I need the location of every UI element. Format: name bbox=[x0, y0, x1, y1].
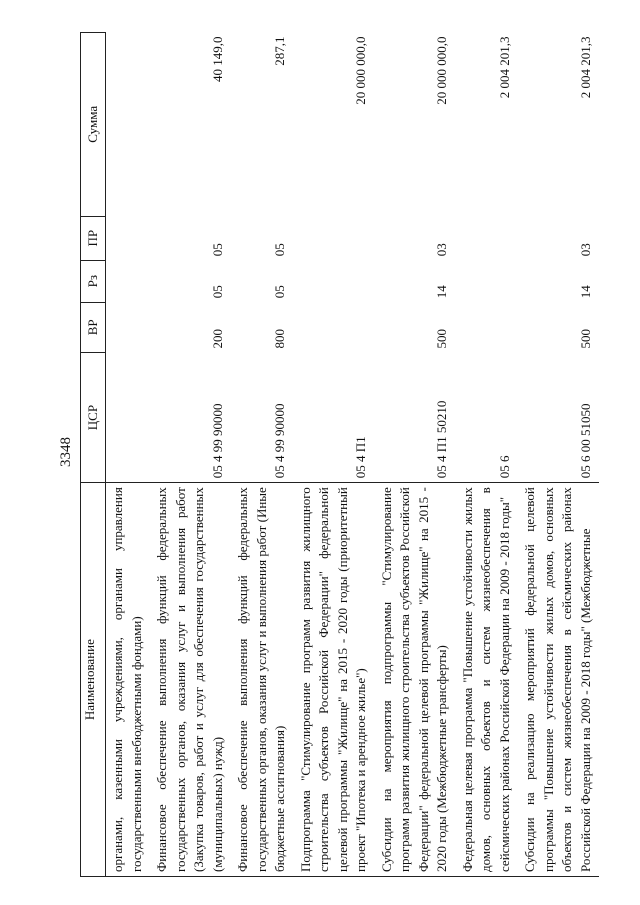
row-csr: 05 6 bbox=[496, 455, 512, 479]
table-row bbox=[231, 33, 294, 877]
header-sum: Сумма bbox=[81, 33, 106, 217]
row-sum: 20 000 000,0 bbox=[434, 36, 449, 105]
row-vr bbox=[106, 302, 151, 352]
row-name: органами, казенными учреждениями, органами управления государственными внебюджетными фондами) bbox=[106, 483, 151, 877]
row-sum: 20 000 000,0 bbox=[353, 36, 368, 105]
row-pr: 03 bbox=[434, 243, 449, 257]
header-rz: Рз bbox=[81, 260, 106, 302]
row-csr bbox=[106, 352, 151, 482]
row-csr: 05 6 00 51050 bbox=[577, 403, 593, 479]
row-name: Субсидии на реализацию мероприятий федеральной целевой программы "Повышение устойчивости жилых домов, основных объектов и систем жизнеобеспечения в сейсмических районах Российской Федерации на 2009 - 2018 годы" (Межбюджетные bbox=[518, 483, 599, 877]
row-sum: 287,1 bbox=[272, 36, 287, 66]
row-rz: 05 bbox=[209, 285, 225, 299]
header-vr: ВР bbox=[81, 302, 106, 352]
row-vr bbox=[294, 302, 375, 352]
page-number: 3348 bbox=[58, 437, 74, 467]
row-pr: 05 bbox=[209, 243, 225, 257]
rotated-page-content bbox=[80, 0, 640, 905]
row-vr: 800 bbox=[272, 328, 287, 349]
row-vr: 200 bbox=[209, 328, 225, 349]
row-name: Подпрограмма "Стимулирование программ развития жилищного строительства субъектов Российской Федерации" федеральной целевой программы "Жилище" на 2015 - 2020 годы (приоритетный проект "Ипотека и арендное жилье") bbox=[294, 483, 375, 877]
table-row bbox=[375, 33, 456, 877]
table-header-row bbox=[81, 33, 106, 877]
row-name: Финансовое обеспечение выполнения функций федеральных государственных органов, оказания услуг и выполнения работ (Иные бюджетные ассигнования) bbox=[231, 483, 294, 877]
table-row bbox=[518, 33, 599, 877]
table-row bbox=[294, 33, 375, 877]
header-csr: ЦСР bbox=[81, 352, 106, 482]
row-rz bbox=[456, 260, 519, 302]
row-sum bbox=[106, 33, 151, 217]
table-row bbox=[150, 33, 231, 877]
row-name: Федеральная целевая программа "Повышение устойчивости жилых домов, основных объектов и систем жизнеобеспечения в сейсмических районах Российской Федерации на 2009 - 2018 годы" bbox=[456, 483, 519, 877]
table-row bbox=[456, 33, 519, 877]
row-rz bbox=[106, 260, 151, 302]
row-csr: 05 4 П1 50210 bbox=[434, 400, 449, 479]
row-vr bbox=[456, 302, 519, 352]
header-pr: ПР bbox=[81, 216, 106, 260]
row-pr: 03 bbox=[577, 243, 593, 257]
budget-table bbox=[80, 32, 599, 877]
row-pr bbox=[456, 216, 519, 260]
row-name: Финансовое обеспечение выполнения функций федеральных государственных органов, оказания услуг и выполнения работ (Закупка товаров, работ и услуг для обеспечения государственных (муниципальных) нужд) bbox=[150, 483, 231, 877]
row-vr: 500 bbox=[577, 328, 593, 349]
row-name: Субсидии на мероприятия подпрограммы "Стимулирование программ развития жилищного строительства субъектов Российской Федерации" федеральной целевой программы "Жилище" на 2015 - 2020 годы (Межбюджетные трансферты) bbox=[375, 483, 456, 877]
row-csr: 05 4 П1 bbox=[353, 436, 368, 479]
table-row bbox=[106, 33, 151, 877]
header-name: Наименование bbox=[81, 483, 106, 877]
row-pr bbox=[294, 216, 375, 260]
row-vr: 500 bbox=[434, 328, 449, 349]
row-rz: 14 bbox=[577, 285, 593, 299]
row-rz bbox=[294, 260, 375, 302]
row-pr: 05 bbox=[272, 243, 287, 257]
row-csr: 05 4 99 90000 bbox=[272, 403, 287, 479]
row-rz: 05 bbox=[272, 285, 287, 299]
row-sum: 2 004 201,3 bbox=[577, 36, 593, 99]
row-sum: 40 149,0 bbox=[209, 36, 225, 82]
row-pr bbox=[106, 216, 151, 260]
row-csr: 05 4 99 90000 bbox=[209, 403, 225, 479]
row-rz: 14 bbox=[434, 285, 449, 299]
row-sum: 2 004 201,3 bbox=[496, 36, 512, 99]
